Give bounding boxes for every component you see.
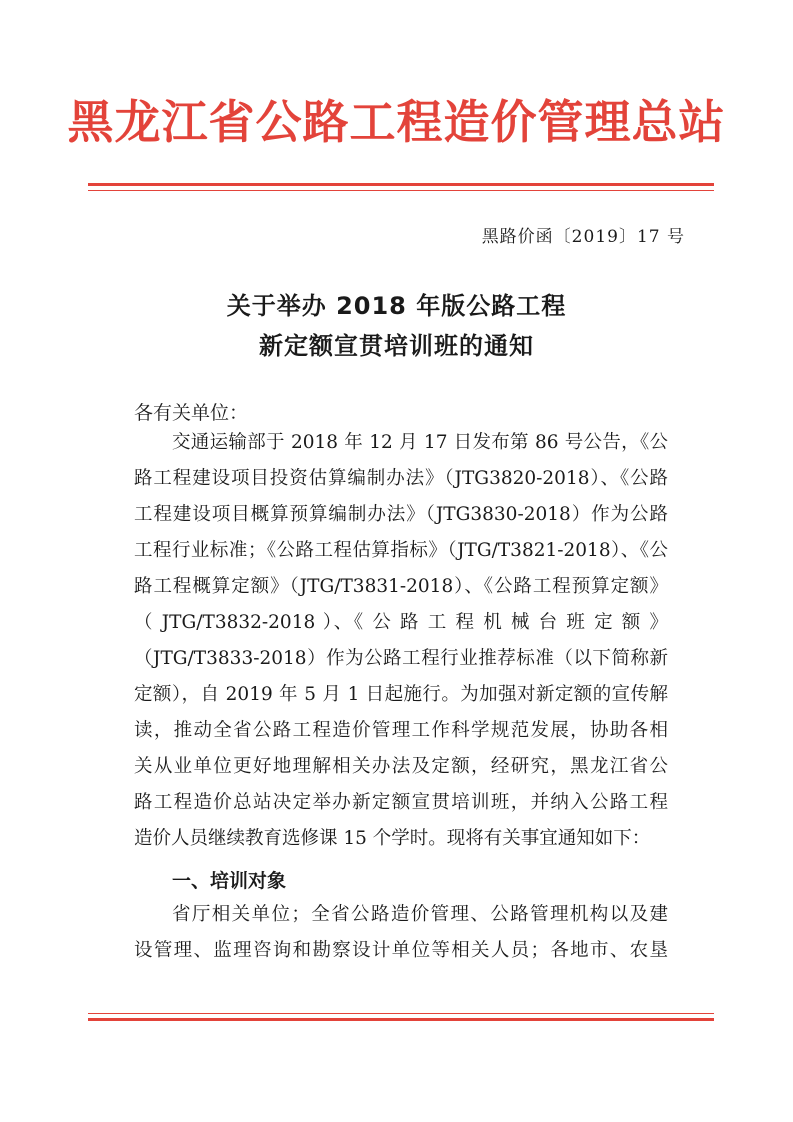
salutation: 各有关单位：: [134, 402, 249, 424]
paragraph-line: 工程建设项目概算预算编制办法》（JTG3830-2018）作为公路: [134, 504, 668, 525]
paragraph-line: 交通运输部于 2018 年 12 月 17 日发布第 86 号公告，《公: [172, 432, 668, 453]
paragraph-line: （JTG/T3833-2018）作为公路工程行业推荐标准（以下简称新: [134, 648, 668, 669]
paragraph-line: 路工程建设项目投资估算编制办法》（JTG3820-2018）、《公路: [134, 468, 668, 489]
paragraph-line: 造价人员继续教育选修课 15 个学时。现将有关事宜通知如下：: [134, 828, 651, 849]
paragraph-line: 定额），自 2019 年 5 月 1 日起施行。为加强对新定额的宣传解: [134, 684, 668, 705]
footer-rule-thin: [88, 1013, 714, 1014]
section-heading-training-targets: 一、培训对象: [172, 870, 287, 892]
paragraph-line: 省厅相关单位；全省公路造价管理、公路管理机构以及建: [172, 904, 668, 925]
letterhead-rule-thick: [88, 183, 714, 186]
letterhead-rule-thin: [88, 190, 714, 191]
paragraph-line: 关从业单位更好地理解相关办法及定额，经研究，黑龙江省公: [134, 756, 668, 777]
paragraph-line: 读，推动全省公路工程造价管理工作科学规范发展，协助各相: [134, 720, 668, 741]
paragraph-line: 路工程概算定额》（JTG/T3831-2018）、《公路工程预算定额》: [134, 576, 668, 597]
paragraph-line: （ JTG/T3832-2018 ）、《 公 路 工 程 机 械 台 班 定 额 》: [134, 612, 668, 633]
document-title-line-1: 关于举办 2018 年版公路工程: [226, 292, 567, 320]
document-title-line-2: 新定额宣贯培训班的通知: [259, 332, 534, 360]
footer-rule-thick: [88, 1018, 714, 1021]
paragraph-line: 工程行业标准；《公路工程估算指标》（JTG/T3821-2018）、《公: [134, 540, 668, 561]
paragraph-line: 路工程造价总站决定举办新定额宣贯培训班，并纳入公路工程: [134, 792, 668, 813]
paragraph-line: 设管理、监理咨询和勘察设计单位等相关人员；各地市、农垦: [134, 940, 668, 961]
organization-letterhead: 黑龙江省公路工程造价管理总站: [67, 95, 726, 149]
document-number: 黑路价函〔2019〕17 号: [481, 227, 685, 247]
